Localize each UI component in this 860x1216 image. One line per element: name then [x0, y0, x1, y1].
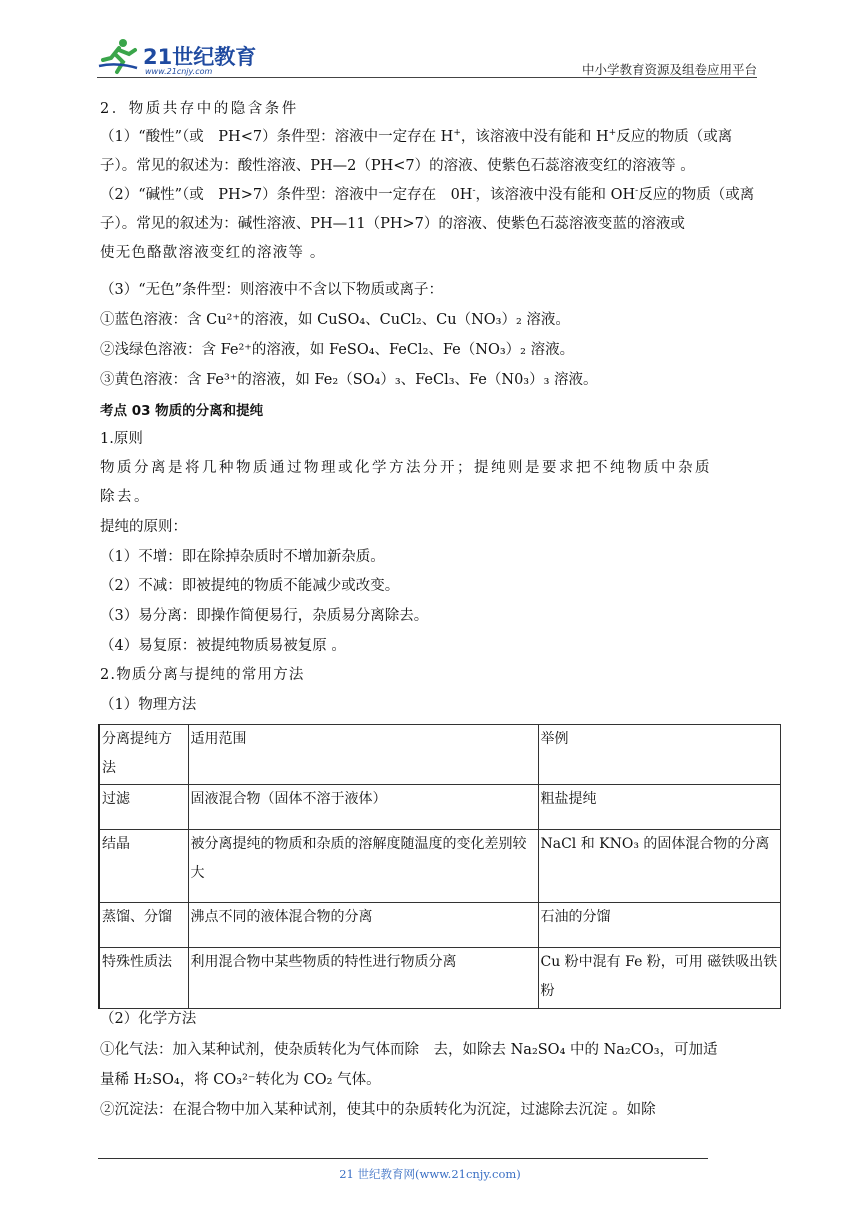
table-header-row [99, 725, 780, 785]
section-title: 2．物质共存中的隐含条件 [100, 101, 299, 117]
table-cell: 特殊性质法 [99, 948, 188, 1009]
table-cell: 沸点不同的液体混合物的分离 [188, 903, 538, 948]
page-header [97, 30, 757, 80]
table-cell: 固液混合物（固体不溶于液体） [188, 785, 538, 830]
table-row [99, 785, 780, 830]
table-cell: Cu 粉中混有 Fe 粉，可用 磁铁吸出铁粉 [538, 948, 780, 1009]
principle-line2: 除去。 [100, 489, 151, 505]
paragraph-basic-line3: 使无色酪歖溶液变红的溶液等 。 [100, 245, 326, 261]
table-cell: 过滤 [99, 785, 188, 830]
table-row [99, 903, 780, 948]
table-row [99, 830, 780, 903]
gas-method-line2: 量稀 H₂SO₄，将 CO₃²⁻转化为 CO₂ 气体。 [100, 1072, 381, 1088]
rule-3: （3）易分离：即操作简便易行，杂质易分离除去。 [100, 608, 429, 624]
table-cell: 结晶 [99, 830, 188, 903]
table-cell: NaCl 和 KNO₃ 的固体混合物的分离 [538, 830, 780, 903]
table-cell: 蒸馏、分馏 [99, 903, 188, 948]
platform-name: 中小学教育资源及组卷应用平台 [581, 62, 757, 77]
paragraph-acidic-line2: 子）。常见的叙述为：酸性溶液、PH—2（PH<7）的溶液、使紫色石蕊溶液变红的溶液等 。 [100, 158, 695, 174]
paragraph-basic-line2: 子）。常见的叙述为：碱性溶液、PH—11（PH>7）的溶液、使紫色石蕊溶液变蓝的溶液或 [100, 216, 685, 232]
blue-solution: ①蓝色溶液：含 Cu²⁺的溶液，如 CuSO₄、CuCl₂、Cu（NO₃）₂ 溶液。 [100, 312, 570, 328]
table-cell: 粗盐提纯 [538, 785, 780, 830]
paragraph-acidic-line1: （1）“酸性”（或 PH<7）条件型：溶液中一定存在 H+，该溶液中没有能和 H+反应的物质（或离 [100, 128, 733, 145]
header-example: 举例 [538, 725, 780, 785]
table-row [99, 948, 780, 1009]
paragraph-basic-line1: （2）“碱性”（或 PH>7）条件型：溶液中一定存在 0H-，该溶液中没有能和 OH-反应的物质（或离 [100, 186, 755, 203]
header-divider [97, 77, 757, 78]
precipitation-method-line1: ②沉淀法：在混合物中加入某种试剂，使其中的杂质转化为沉淀，过滤除去沉淀 。如除 [100, 1102, 656, 1118]
rule-4: （4）易复原：被提纯物质易被复原 。 [100, 638, 346, 654]
table-cell: 被分离提纯的物质和杂质的溶解度随温度的变化差别较大 [188, 830, 538, 903]
footer-divider [98, 1158, 708, 1159]
chemical-methods-title: （2）化学方法 [100, 1011, 197, 1027]
principle-line1: 物质分离是将几种物质通过物理或化学方法分开；提纯则是要求把不纯物质中杂质 [100, 460, 712, 476]
yellow-solution: ③黄色溶液：含 Fe³⁺的溶液，如 Fe₂（SO₄）₃、FeCl₃、Fe（N0₃）₃ 溶液。 [100, 372, 598, 388]
logo-url: www.21cnjy.com [145, 67, 213, 76]
green-solution: ②浅绿色溶液：含 Fe²⁺的溶液，如 FeSO₄、FeCl₂、Fe（NO₃）₂ 溶液。 [100, 342, 575, 358]
kaodian-title: 考点 03 物质的分离和提纯 [100, 403, 264, 419]
methods-title: 2.物质分离与提纯的常用方法 [100, 667, 305, 683]
rule-2: （2）不减：即被提纯的物质不能减少或改变。 [100, 578, 400, 594]
site-logo[interactable] [97, 36, 297, 76]
header-scope: 适用范围 [188, 725, 538, 785]
paragraph-colorless: （3）“无色”条件型：则溶液中不含以下物质或离子： [100, 282, 444, 298]
physical-methods-title: （1）物理方法 [100, 697, 197, 713]
table-cell: 利用混合物中某些物质的特性进行物质分离 [188, 948, 538, 1009]
principle-title: 1.原则 [100, 431, 143, 447]
separation-methods-table [98, 724, 781, 1009]
gas-method-line1: ①化气法：加入某种试剂，使杂质转化为气体而除 去，如除去 Na₂SO₄ 中的 Na₂CO₃，可加适 [100, 1042, 718, 1058]
rule-1: （1）不增：即在除掉杂质时不增加新杂质。 [100, 549, 385, 565]
footer-link[interactable]: 21 世纪教育网(www.21cnjy.com) [339, 1167, 521, 1181]
logo-text: 21世纪教育 [143, 45, 257, 69]
runner-icon [97, 36, 141, 76]
table-cell: 石油的分馏 [538, 903, 780, 948]
principles-head: 提纯的原则： [100, 519, 187, 535]
header-method: 分离提纯方法 [99, 725, 188, 785]
